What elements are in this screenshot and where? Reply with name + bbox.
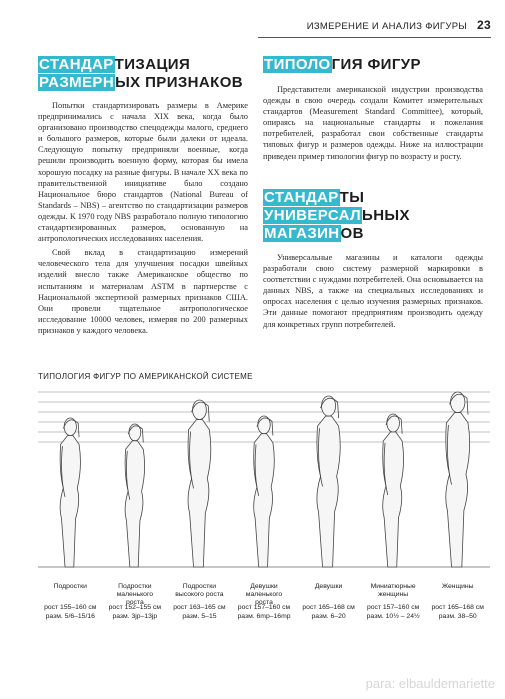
figure-type-height: рост 163–165 см <box>173 604 226 611</box>
figure-type-name: Подростки высокого роста <box>175 583 224 598</box>
heading-text: ЬНЫХ <box>362 207 410 224</box>
figure-type-size: разм. 38–50 <box>438 612 477 620</box>
left-column-text <box>38 100 248 339</box>
figure-type-height: рост 165–168 см <box>431 604 484 611</box>
female-silhouette <box>125 424 145 567</box>
figure-caption: ТИПОЛОГИЯ ФИГУР ПО АМЕРИКАНСКОЙ СИСТЕМЕ <box>38 372 253 381</box>
figure-type-label <box>236 583 292 621</box>
heading-standardization <box>38 56 243 92</box>
heading-text: ГИЯ ФИГУР <box>331 56 421 73</box>
paragraph: Попытки стандартизировать размеры в Америке предпринимались с начала XIX века, когда было организовано производство спецодежды малого, среднего и большого размеров, которые были далеки от идеала. Следующую попытку предприняли военные, когда решили производить военную форму, которая бы имела хорошую посадку на разные фигуры. В начале XX века по правительственной инициативе было создано Национальное бюро стандартов (National Bureau of Standards – NBS) – агентство по стандартизации размеров одежды. К 1970 году NBS разработало полную типологию стандартизированных размеров, основанную на антропологических исследованиях населения. <box>38 101 248 244</box>
heading-highlight: РАЗМЕРН <box>39 74 115 91</box>
section-title: ИЗМЕРЕНИЕ И АНАЛИЗ ФИГУРЫ <box>306 21 468 32</box>
figure-type-label <box>301 583 357 621</box>
heading-highlight: СТАНДАР <box>264 189 339 206</box>
figure-type-name: Подростки маленького роста <box>116 583 154 606</box>
female-silhouette <box>317 396 340 567</box>
figure-type-height: рост 155–160 см <box>44 604 97 611</box>
right-column-text-2 <box>263 252 483 333</box>
paragraph: Универсальные магазины и каталоги одежды разработали свою систему размерной маркировки в соответствии с нуждами потребителей. Она основывается на данных NBS, а также на специальных исследованиях и опросах населения с целью изучения размерных признаков. Эти данные помогают предприятиям производить одежду для конкретных групп потребителей. <box>263 253 483 329</box>
figure-labels <box>38 583 490 629</box>
figure-type-size: разм. 6–20 <box>311 612 346 620</box>
heading-highlight: ТИПОЛО <box>264 56 331 73</box>
figure-type-label <box>42 583 98 621</box>
figure-silhouettes <box>60 392 470 567</box>
female-silhouette <box>60 418 80 567</box>
heading-highlight: УНИВЕРСАЛ <box>264 207 362 224</box>
figure-type-name: Женщины <box>441 583 474 590</box>
heading-highlight: СТАНДАР <box>39 56 114 73</box>
female-silhouette <box>383 414 404 567</box>
page-number: 23 <box>477 18 491 32</box>
figure-type-label <box>430 583 486 621</box>
female-silhouette <box>446 392 470 567</box>
female-silhouette <box>188 400 211 567</box>
heading-text: ТИЗАЦИЯ <box>114 56 191 73</box>
paragraph: Представители американской индустрии производства одежды в свою очередь создали Комитет измерительных стандартов (Measurement Standard Committee), который, опираясь на национальные стандарты и пожелания потребителей, разработал свои собственные стандарты типовых фигур и размеров одежды. Ниже на иллюстрации приведен пример типологии фигур по возрасту и росту. <box>263 85 483 161</box>
figure-type-height: рост 157–160 см <box>237 604 291 611</box>
figure-type-size: разм. 5/6–15/16 <box>45 612 95 620</box>
heading-text: ЫХ ПРИЗНАКОВ <box>115 74 244 91</box>
figure-type-height: рост 157–160 см <box>366 604 420 611</box>
running-header <box>307 18 491 32</box>
paragraph: Свой вклад в стандартизацию измерений человеческого тела для улучшения посадки швейных изделий внесло также Американское общество по испытаниям и материалам ASTM в партнерстве с Национальной экспертизой размерных признаков США. Они провели тщательное антропологическое исследование 10000 человек, измеряя по 200 размерных признаков у каждого человека. <box>38 248 248 335</box>
figure-type-label <box>365 583 421 621</box>
female-silhouette <box>254 416 275 567</box>
heading-text: ОВ <box>340 225 364 242</box>
figure-type-name: Подростки <box>53 583 87 590</box>
right-column-text-1 <box>263 84 483 165</box>
header-rule <box>258 37 491 38</box>
figure-type-size: разм. 5–15 <box>182 612 217 620</box>
watermark-footer: para: elbauldemariette <box>365 676 495 691</box>
figure-type-name: Миниатюрные женщины <box>370 583 416 598</box>
heading-highlight: МАГАЗИН <box>264 225 340 242</box>
figure-type-label <box>171 583 227 621</box>
figure-type-size: разм. 10½ – 24½ <box>366 612 420 620</box>
figure-type-name: Девушки маленького роста <box>245 583 283 606</box>
figure-type-size: разм. 3jp–13jp <box>112 612 158 620</box>
figure-type-height: рост 165–168 см <box>302 604 355 611</box>
heading-text: ТЫ <box>339 189 365 206</box>
figure-type-name: Девушки <box>314 583 343 590</box>
heading-department-stores <box>263 189 410 243</box>
heading-typology <box>263 56 421 74</box>
figure-type-height: рост 152–155 см <box>108 604 162 611</box>
figure-type-size: разм. 6mp–16mp <box>237 612 291 620</box>
figure-type-label <box>107 583 163 621</box>
body-type-illustration <box>38 386 490 568</box>
